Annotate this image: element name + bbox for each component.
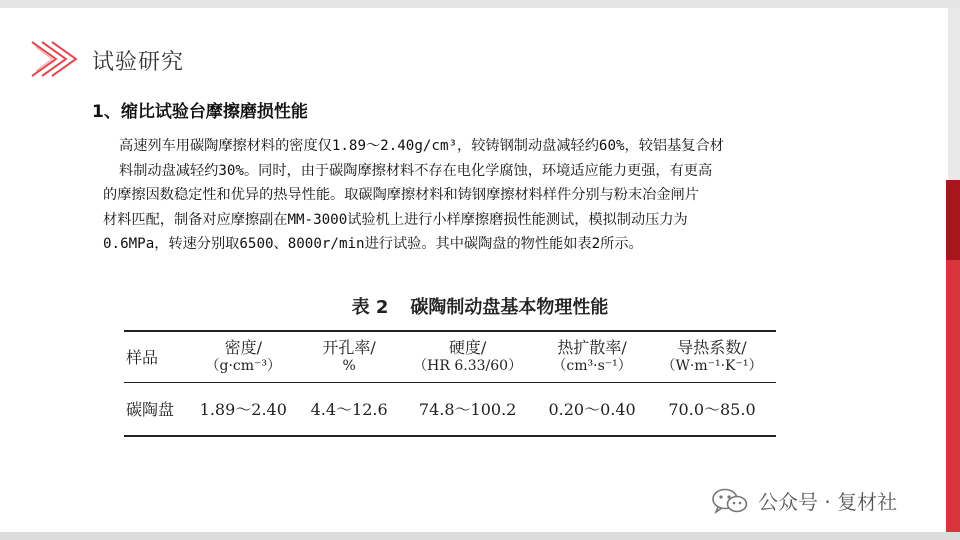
cell-hardness: 74.8～100.2 — [418, 400, 517, 419]
cell-density: 1.89～2.40 — [199, 400, 287, 419]
paragraph-line: 的摩擦因数稳定性和优异的热导性能。取碳陶摩擦材料和铸钢摩擦材料样件分别与粉末冶金闸片 — [103, 187, 699, 203]
header-hardness — [399, 331, 536, 383]
header-unit: （cm³·s⁻¹） — [552, 358, 632, 374]
header-thermal-conductivity — [648, 331, 776, 383]
paragraph-line: 高速列车用碳陶摩擦材料的密度仅1.89～2.40g/cm³，较铸钢制动盘减轻约60%，较铝基复合材 — [119, 138, 724, 154]
cell-thermal-diffusivity: 0.20～0.40 — [548, 400, 636, 419]
header-porosity — [299, 331, 399, 383]
table-caption-number: 表 2 — [351, 297, 389, 318]
section-heading: 1、缩比试验台摩擦磨损性能 — [92, 102, 308, 122]
table-caption-text: 碳陶制动盘基本物理性能 — [410, 297, 609, 318]
chevron-logo-icon — [26, 38, 82, 80]
header-unit: （g·cm⁻³） — [205, 358, 282, 374]
header-unit: （HR 6.33/60） — [413, 358, 523, 374]
table-row — [124, 383, 776, 437]
header-sample — [124, 331, 187, 383]
table-caption — [0, 293, 960, 319]
wechat-icon — [712, 488, 748, 514]
header-label: 密度/ — [224, 338, 262, 357]
cell-sample: 碳陶盘 — [126, 400, 175, 419]
body-paragraph — [103, 134, 878, 257]
paragraph-line: 材料匹配，制备对应摩擦副在MM-3000试验机上进行小样摩擦磨损性能测试，模拟制动压力为 — [103, 211, 688, 228]
header-label: 导热系数/ — [677, 338, 747, 357]
top-band — [0, 0, 960, 8]
table-header-row — [124, 331, 776, 383]
header-density — [187, 331, 299, 383]
cell-porosity: 4.4～12.6 — [310, 400, 388, 419]
watermark-text: 公众号 · 复材社 — [758, 490, 898, 514]
header-label: 样品 — [126, 347, 159, 367]
slide-title: 试验研究 — [92, 50, 185, 75]
header-label: 硬度/ — [448, 338, 487, 357]
header-unit: % — [342, 358, 356, 374]
properties-table — [124, 330, 776, 437]
right-accent-bar-dark — [946, 180, 960, 260]
header-thermal-diffusivity — [536, 331, 648, 383]
cell-thermal-conductivity: 70.0～85.0 — [668, 400, 756, 419]
bottom-band — [0, 532, 960, 540]
header-unit: （W·m⁻¹·K⁻¹） — [661, 358, 763, 374]
paragraph-line: 料制动盘减轻约30%。同时，由于碳陶摩擦材料不存在电化学腐蚀，环境适应能力更强，有更高 — [119, 162, 713, 179]
watermark — [712, 486, 897, 515]
paragraph-line: 0.6MPa，转速分别取6500、8000r/min进行试验。其中碳陶盘的物性能如表2所示。 — [103, 236, 643, 252]
header-label: 热扩散率/ — [557, 338, 627, 357]
header-label: 开孔率/ — [322, 338, 376, 357]
